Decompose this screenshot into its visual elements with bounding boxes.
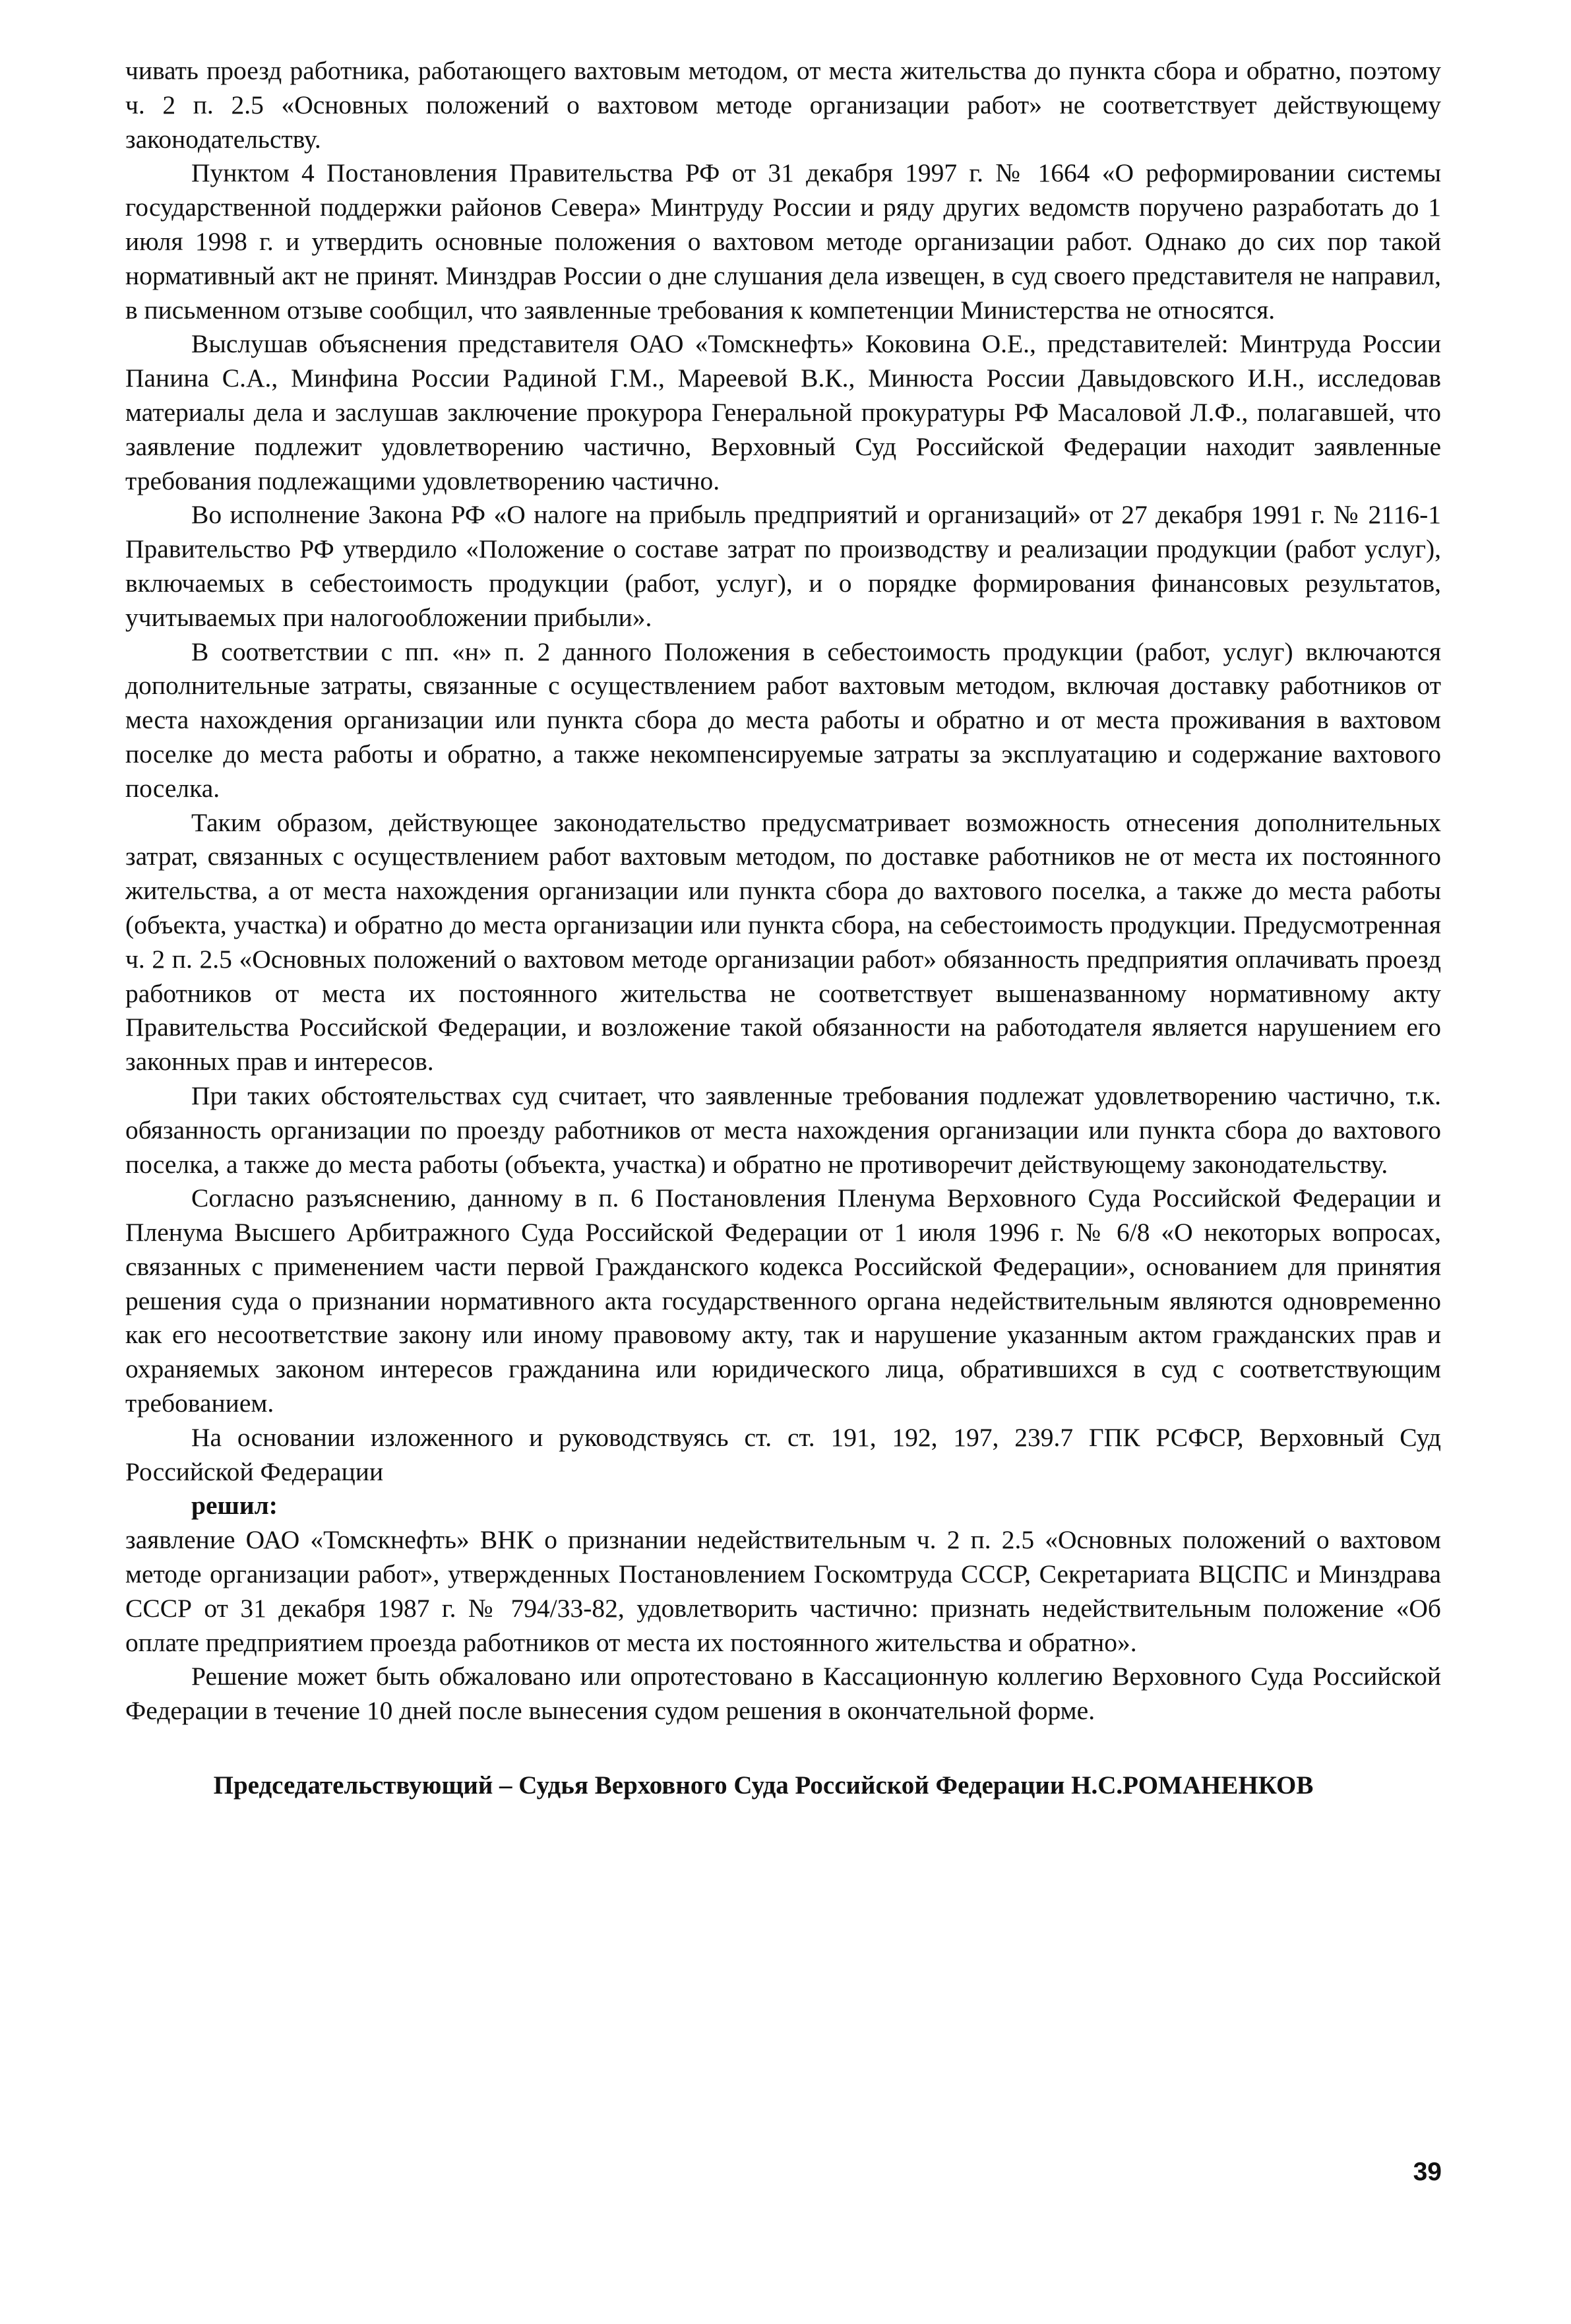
paragraph-conclusion: Таким образом, действующее законодательство предусматривает возможность отнесения дополнительных затрат, связанных с осуществлением работ вахтовым методом, по доставке работников не от места их постоянного жительства, а от места нахождения организации или пункта сбора до вахтового поселка, а также до места работы (объекта, участка) и обратно до места организации или пункта сбора, на себестоимость продукции. Предусмотренная ч. 2 п. 2.5 «Основных положений о вахтовом методе организации работ» обязанность предприятия оплачивать проезд работников от места их постоянного жительства не соответствует вышеназванному нормативному акту Правительства Российской Федерации, и возложение такой обязанности на работодателя является нарушением его законных прав и интересов. [125, 807, 1441, 1077]
decision-heading: решил: [191, 1491, 278, 1521]
page-number: 39 [1413, 2158, 1442, 2186]
paragraph-government-resolution: Пунктом 4 Постановления Правительства РФ от 31 декабря 1997 г. № 1664 «О реформировании системы государственной поддержки районов Севера» Минтруду России и ряду других ведомств поручено разработать до 1 июля 1998 г. и утвердить основные положения о вахтовом методе организации работ. Однако до сих пор такой нормативный акт не принят. Минздрав России о дне слушания дела извещен, в суд своего представителя не направил, в письменном отзыве сообщил, что заявленные требования к компетенции Министерства не относятся. [125, 158, 1441, 325]
paragraph-hearing: Выслушав объяснения представителя ОАО «Томскнефть» Коковина О.Е., представителей: Минтруда России Панина С.А., Минфина России Радиной Г.М., Мареевой В.К., Минюста России Давыдовского И.Н., исследовав материалы дела и заслушав заключение прокурора Генеральной прокуратуры РФ Масаловой Л.Ф., полагавшей, что заявление подлежит удовлетворению частично, Верховный Суд Российской Федерации находит заявленные требования подлежащими удовлетворению частично. [125, 329, 1441, 495]
paragraph-appeal: Решение может быть обжаловано или опротестовано в Кассационную коллегию Верховного Суда Российской Федерации в течение 10 дней после вынесения судом решения в окончательной форме. [125, 1662, 1441, 1726]
paragraph-continuation: чивать проезд работника, работающего вахтовым методом, от места жительства до пункта сбора и обратно, поэтому ч. 2 п. 2.5 «Основных положений о вахтовом методе организации работ» не соответствует действующему законодательству. [125, 56, 1441, 154]
signature-line: Председательствующий – Судья Верховного Суда Российской Федерации Н.С.РОМАНЕНКОВ [213, 1771, 1314, 1800]
document-page [125, 54, 1441, 1802]
paragraph-ruling: заявление ОАО «Томскнефть» ВНК о признании недействительным ч. 2 п. 2.5 «Основных положений о вахтовом методе организации работ», утвержденных Постановлением Госкомтруда СССР, Секретариата ВЦСПС и Минздрава СССР от 31 декабря 1987 г. № 794/33-82, удовлетворить частично: признать недействительным положение «Об оплате предприятием проезда работников от места их постоянного жительства и обратно». [125, 1525, 1441, 1657]
paragraph-legal-basis: На основании изложенного и руководствуясь ст. ст. 191, 192, 197, 239.7 ГПК РСФСР, Верховный Суд Российской Федерации [125, 1422, 1441, 1486]
paragraph-plenum-clarification: Согласно разъяснению, данному в п. 6 Постановления Пленума Верховного Суда Российской Федерации и Пленума Высшего Арбитражного Суда Российской Федерации от 1 июля 1996 г. № 6/8 «О некоторых вопросах, связанных с применением части первой Гражданского кодекса Российской Федерации», основанием для принятия решения суда о признании нормативного акта государственного органа недействительным являются одновременно как его несоответствие закону или иному правовому акту, так и нарушение указанным актом гражданских прав и охраняемых законом интересов гражданина или юридического лица, обратившихся в суд с соответствующим требованием. [125, 1183, 1441, 1418]
paragraph-court-finding: При таких обстоятельствах суд считает, что заявленные требования подлежат удовлетворению частично, т.к. обязанность организации по проезду работников от места нахождения организации или пункта сбора до вахтового поселка, а также до места работы (объекта, участка) и обратно не противоречит действующему законодательству. [125, 1081, 1441, 1179]
paragraph-cost-provision: В соответствии с пп. «н» п. 2 данного Положения в себестоимость продукции (работ, услуг) включаются дополнительные затраты, связанные с осуществлением работ вахтовым методом, включая доставку работников от места нахождения организации или пункта сбора до места работы и обратно и от места проживания в вахтовом поселке до места работы и обратно, а также некомпенсируемые затраты за эксплуатацию и содержание вахтового поселка. [125, 637, 1441, 803]
paragraph-tax-law: Во исполнение Закона РФ «О налоге на прибыль предприятий и организаций» от 27 декабря 1991 г. № 2116-1 Правительство РФ утвердило «Положение о составе затрат по производству и реализации продукции (работ услуг), включаемых в себестоимость продукции (работ, услуг), и о порядке формирования финансовых результатов, учитываемых при налогообложении прибыли». [125, 500, 1441, 632]
